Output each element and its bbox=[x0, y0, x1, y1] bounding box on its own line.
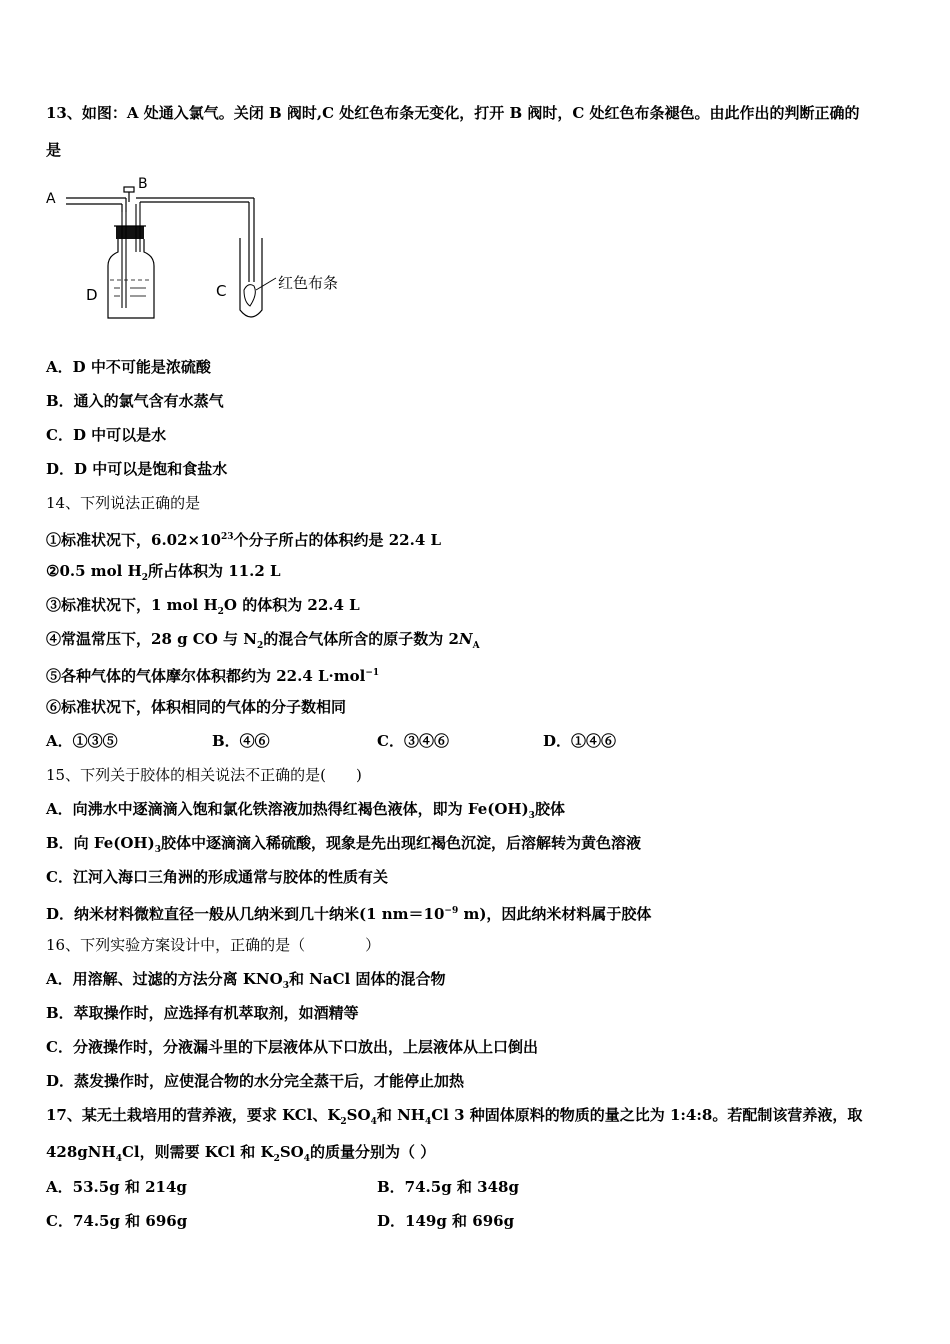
q17-option-d[interactable]: D．149g 和 696g bbox=[377, 1212, 515, 1230]
q17l1-sub1: 2 bbox=[340, 1117, 347, 1127]
q14-stem-text: 14、下列说法正确的是 bbox=[46, 494, 201, 512]
s4-sub: 2 bbox=[256, 641, 264, 651]
q13-option-a[interactable]: A．D 中不可能是浓硫酸 bbox=[46, 358, 211, 376]
q16-option-b[interactable]: B．萃取操作时，应选择有机萃取剂，如酒精等 bbox=[46, 1004, 359, 1022]
q17-option-c[interactable]: C．74.5g 和 696g bbox=[46, 1212, 188, 1230]
q14-option-a[interactable]: A．①③⑤ bbox=[46, 732, 118, 750]
valve-b bbox=[124, 187, 134, 192]
s2-sub: 2 bbox=[141, 573, 149, 583]
q17l2-b: Cl，则需要 KCl 和 K bbox=[121, 1143, 274, 1161]
q17l1-sub3: 4 bbox=[424, 1117, 432, 1127]
q15a-sub: 3 bbox=[528, 811, 535, 821]
q15b-sub: 3 bbox=[154, 845, 161, 855]
q13-stem: 13、如图：A 处通入氯气。关闭 B 阀时,C 处红色布条无变化，打开 B 阀时，C 处红色布条褪色。由此作出的判断正确的 bbox=[46, 104, 860, 122]
q14-statement-3 bbox=[46, 595, 360, 622]
s2-a: ②0.5 mol H bbox=[46, 562, 142, 580]
q17l2-d: 的质量分别为（ ） bbox=[310, 1143, 436, 1161]
label-red-cloth: 红色布条 bbox=[278, 274, 339, 292]
q14-option-c[interactable]: C．③④⑥ bbox=[377, 732, 449, 750]
s4-a: ④常温常压下，28 g CO 与 N bbox=[46, 630, 257, 648]
q16a-a: A．用溶解、过滤的方法分离 KNO bbox=[46, 970, 283, 988]
label-a: A bbox=[46, 191, 56, 207]
q17l2-sub2: 2 bbox=[273, 1154, 280, 1164]
apparatus-diagram bbox=[44, 172, 364, 332]
s3-b: O 的体积为 22.4 L bbox=[223, 596, 360, 614]
q17l2-a: 428gNH bbox=[46, 1143, 116, 1161]
q16-stem-text: 16、下列实验方案设计中，正确的是（ ） bbox=[46, 936, 381, 954]
q15-option-a[interactable] bbox=[46, 799, 565, 826]
s5-a: ⑤各种气体的气体摩尔体积都约为 22.4 L·mol bbox=[46, 667, 366, 685]
q17-option-b[interactable]: B．74.5g 和 348g bbox=[377, 1178, 519, 1196]
q16a-b: 和 NaCl 固体的混合物 bbox=[288, 970, 446, 988]
q15d-b: m)，因此纳米材料属于胶体 bbox=[458, 905, 652, 923]
q13-option-b[interactable]: B．通入的氯气含有水蒸气 bbox=[46, 392, 224, 410]
q17l1-b: SO bbox=[346, 1106, 371, 1124]
q15a-a: A．向沸水中逐滴滴入饱和氯化铁溶液加热得红褐色液体，即为 Fe(OH) bbox=[46, 800, 529, 818]
s1-a: ①标准状况下，6.02×10 bbox=[46, 531, 221, 549]
q14-option-b[interactable]: B．④⑥ bbox=[212, 732, 270, 750]
red-cloth-strip bbox=[244, 285, 255, 306]
q15-option-d[interactable] bbox=[46, 901, 651, 924]
q13-option-d[interactable]: D．D 中可以是饱和食盐水 bbox=[46, 460, 228, 478]
q15d-sup: −9 bbox=[444, 906, 459, 916]
s3-a: ③标准状况下，1 mol H bbox=[46, 596, 218, 614]
label-c: C bbox=[216, 282, 227, 300]
q17l2-sub3: 4 bbox=[303, 1154, 311, 1164]
s2-b: 所占体积为 11.2 L bbox=[148, 562, 281, 580]
q15-stem bbox=[46, 765, 362, 785]
bottle-d bbox=[108, 239, 154, 318]
q15b-b: 胶体中逐滴滴入稀硫酸，现象是先出现红褐色沉淀，后溶解转为黄色溶液 bbox=[160, 834, 641, 852]
s1-b: 个分子所占的体积约是 22.4 L bbox=[233, 531, 442, 549]
s3-sub: 2 bbox=[217, 607, 224, 617]
label-b: B bbox=[138, 176, 148, 192]
q15a-b: 胶体 bbox=[534, 800, 565, 818]
q16-stem bbox=[46, 935, 380, 955]
q14-stem bbox=[46, 493, 200, 513]
q17l1-c: 和 NH bbox=[376, 1106, 425, 1124]
q17-stem-line1 bbox=[46, 1105, 862, 1132]
q14-statement-4 bbox=[46, 629, 480, 656]
q17-stem-line2 bbox=[46, 1142, 435, 1169]
label-d: D bbox=[86, 286, 98, 304]
q14-statement-5 bbox=[46, 663, 379, 686]
s1-sup: 23 bbox=[220, 532, 234, 542]
q15-stem-text: 15、下列关于胶体的相关说法不正确的是( ) bbox=[46, 766, 362, 784]
q14-statement-2 bbox=[46, 561, 281, 588]
q16-option-c[interactable]: C．分液操作时，分液漏斗里的下层液体从下口放出，上层液体从上口倒出 bbox=[46, 1038, 538, 1056]
q15-option-c[interactable]: C．江河入海口三角洲的形成通常与胶体的性质有关 bbox=[46, 868, 388, 886]
q17l1-sub2: 4 bbox=[370, 1117, 377, 1127]
q15d-a: D．纳米材料微粒直径一般从几纳米到几十纳米(1 nm＝10 bbox=[46, 905, 445, 923]
q17l2-c: SO bbox=[279, 1143, 304, 1161]
q13-option-c[interactable]: C．D 中可以是水 bbox=[46, 426, 167, 444]
q15b-a: B．向 Fe(OH) bbox=[46, 834, 155, 852]
q14-option-d[interactable]: D．①④⑥ bbox=[543, 732, 617, 750]
s4-b: 的混合气体所含的原子数为 2 bbox=[263, 630, 459, 648]
q16-option-d[interactable]: D．蒸发操作时，应使混合物的水分完全蒸干后，才能停止加热 bbox=[46, 1072, 465, 1090]
q14-statement-6: ⑥标准状况下，体积相同的气体的分子数相同 bbox=[46, 698, 347, 716]
q16a-sub: 3 bbox=[282, 981, 289, 991]
q17l2-sub1: 4 bbox=[115, 1154, 122, 1164]
q16-option-a[interactable] bbox=[46, 969, 445, 996]
q17l1-d: Cl 3 种固体原料的物质的量之比为 1:4:8。若配制该营养液，取 bbox=[431, 1106, 863, 1124]
q14-statement-1 bbox=[46, 527, 441, 550]
q13-stem-cont: 是 bbox=[46, 141, 62, 159]
s4-n: N bbox=[458, 630, 473, 648]
s5-sup: −1 bbox=[365, 668, 380, 678]
q15-option-b[interactable] bbox=[46, 833, 641, 860]
q17l1-a: 17、某无土栽培用的营养液，要求 KCl、K bbox=[46, 1106, 341, 1124]
s4-nsub: A bbox=[472, 641, 480, 651]
q17-option-a[interactable]: A．53.5g 和 214g bbox=[46, 1178, 187, 1196]
